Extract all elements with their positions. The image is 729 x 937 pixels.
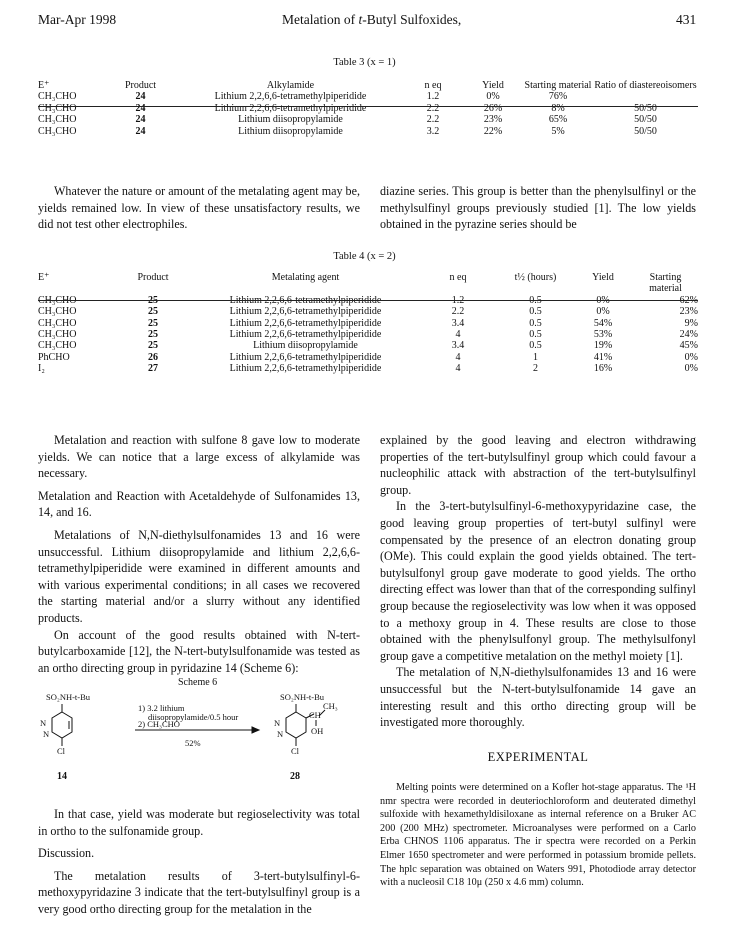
paragraph: Metalation and reaction with sulfone 8 gave low to moderate yields. We can notice that a large excess of alkylamide was necessary. [38,433,360,481]
paragraph: Whatever the nature or amount of the metalating agent may be, yields remained low. In view of these unsatisfactory results, we did not test other electrophiles. [38,184,360,232]
compound-number: 14 [57,771,67,782]
table4-header-cell: t½ (hours) [514,272,557,283]
table3-header-cell: Product [124,80,157,91]
ring-nitrogen: N [277,729,284,739]
table4-header-cell: Starting material [649,272,682,295]
table4-cell: CH₃CHO [38,340,77,352]
ring-nitrogen: N [40,718,47,728]
table4-header-cell: E⁺ [38,272,50,283]
table3-cell: Lithium 2,2,6,6-tetramethylpiperidide [214,102,367,114]
table4-row [38,352,698,363]
section-heading: Metalation and Reaction with Acetaldehyde of Sulfonamides 13, 14, and 16. [38,488,360,520]
substituent-label: SO₂NH-t-Bu [46,692,91,702]
table4-cell: Lithium diisopropylamide [253,340,358,352]
table4-cell: 25 [148,317,158,329]
table3-header-cell: n eq [424,80,442,91]
reagent-step-1-detail: diisopropylamide/0.5 hour [148,712,239,722]
table3-cell: 76% [548,91,568,103]
paragraph: On account of the good results obtained with N-tert-butylcarboxamide [12], the N-tert-butylsulfonamide was tested as an ortho directing group in pyridazine 14 (Scheme 6): [38,627,360,675]
table4-cell: CH₃CHO [38,294,77,306]
table4-cell: 0.5 [529,294,542,306]
table4-cell: 0% [596,294,610,306]
table4-rule [38,300,698,301]
table4-header-cell: Product [137,272,169,283]
table4-cell: 1 [533,351,538,363]
table3-cell: 0% [486,91,500,103]
left-mid-column [38,183,360,233]
table4-cell: Lithium 2,2,6,6-tetramethylpiperidide [229,294,382,306]
table4-cell: 4 [455,351,461,363]
ring-nitrogen: N [43,729,50,739]
table4-cell: 25 [148,294,158,306]
table4-header-cell: Metalating agent [271,272,340,283]
section-heading: Discussion. [38,846,95,861]
table4-cell: CH₃CHO [38,329,77,341]
table3-cell: 8% [551,102,565,114]
table4-cell: 0% [684,363,698,375]
table4-cell: 54% [593,317,613,329]
table3-cell [593,91,698,102]
table3-cell: CH₃CHO [38,125,77,137]
right-column [380,432,696,731]
table4-cell: 4 [455,363,461,375]
table3-cell: 26% [483,102,503,114]
compound-number: 28 [290,771,300,782]
table3-header-cell: Ratio of diastereoisomers [594,80,697,91]
right-mid-column [380,183,696,233]
table3-cell: 1.2 [426,91,440,103]
paragraph: In that case, yield was moderate but regioselectivity was total in ortho to the sulfonamide group. [38,807,360,838]
table4-cell: PhCHO [38,351,70,363]
table4-cell: 2 [533,363,538,375]
chloro-label: Cl [291,746,300,756]
table3-header-row [38,80,698,91]
methine-label: CH [309,710,321,720]
table3-cell: 50/50 [634,114,657,126]
left-column [38,432,360,676]
experimental-text [380,781,696,890]
table4-header-cell: Yield [592,272,614,283]
table4-cell: 2.2 [451,306,465,318]
table3-cell: 22% [483,125,503,137]
table4-cell: Lithium 2,2,6,6-tetramethylpiperidide [229,351,382,363]
table4-cell: 19% [593,340,613,352]
table4-cell: 9% [684,317,698,329]
table4-cell: Lithium 2,2,6,6-tetramethylpiperidide [229,363,382,375]
table4-row [38,340,698,351]
table3-row [38,91,698,102]
table4-cell: 27 [148,363,158,375]
chloro-label: Cl [57,746,66,756]
paragraph: explained by the good leaving and electron withdrawing properties of the tert-butylsulfinyl group which could favour a nucleophilic attack with abstraction of the tert-butylsulfinyl group. [380,433,696,497]
table4-cell: CH₃CHO [38,317,77,329]
table4-cell: 25 [148,306,158,318]
paragraph: diazine series. This group is better than the phenylsulfinyl or the methylsulfinyl groups previously studied [1]. The low yields obtained in the pyrazine series should be [380,184,696,232]
table4-cell: 62% [679,294,698,306]
table4-header-cell: n eq [449,272,467,283]
table3-header-cell: E⁺ [38,80,50,91]
table3-cell: Lithium diisopropylamide [238,114,343,126]
table3-cell: 65% [548,114,568,126]
paragraph: In the 3-tert-butylsulfinyl-6-methoxypyridazine case, the good leaving group properties of tert-butyl sulfinyl were compensated by the presence of an electron donating group (OMe). This could explain the good yields obtained. The tert-butylsulfonyl group gave moderate to good yields. The ortho directing effect was lower than that of the corresponding sulfinyl group because the regioselectivity was low when it was opposed to a methoxy group in 4. These results are close to those obtained with the phenylsulfonyl group. The methylsulfonyl group gave a competitive metalation on the methyl moiety [1]. [380,499,696,663]
paragraph: The metalation of N,N-diethylsulfonamides 13 and 16 were unsuccessful but the N-tert-butylsulfonamide 14 gave an interesting result and this ortho directing group will be investigated more thoroughly. [380,665,696,730]
table4-cell: 53% [593,329,613,341]
table4-cell: 16% [593,363,613,375]
table4-row [38,318,698,329]
substituent-label: SO₂NH-t-Bu [280,692,325,702]
reagent-step-2: 2) CH₃CHO [138,719,180,729]
table3-cell: Lithium 2,2,6,6-tetramethylpiperidide [214,91,367,103]
table4-cell: CH₃CHO [38,306,77,318]
table3-rule [38,106,698,107]
pyridazine-ring-left [52,704,72,746]
table3-cell: 50/50 [634,125,657,137]
table4-cell: 3.4 [451,317,465,329]
table4-cell: Lithium 2,2,6,6-tetramethylpiperidide [229,306,382,318]
ring-nitrogen: N [274,718,281,728]
table4-cell: 1.2 [451,294,465,306]
paragraph: Metalations of N,N-diethylsulfonamides 13 and 16 were unsuccessful. Lithium diisopropylamide and lithium 2,2,6,6-tetramethylpiperidide were examined in different amounts and with various experimental conditions; in all cases we recovered the starting material and/or a slurry without any identified products. [38,527,360,625]
paragraph: The metalation results of 3-tert-butylsulfinyl-6-methoxypyridazine 3 indicate that the tert-butylsulfinyl group is a very good ortho directing group for the metalation in the [38,868,360,916]
table4-cell: 0.5 [529,340,542,352]
table3-cell: 24 [135,125,146,137]
table4-cell: 24% [679,329,698,341]
table4-cell: 25 [148,329,158,341]
reaction-yield: 52% [185,738,201,748]
table3-cell: 24 [135,102,146,114]
table3-cell: 2.2 [426,102,440,114]
table3-cell: 5% [551,125,565,137]
table3-row [38,103,698,114]
table3-cell: Lithium diisopropylamide [238,125,343,137]
table4-cell: Lithium 2,2,6,6-tetramethylpiperidide [229,329,382,341]
left-column-bottom [38,806,360,918]
experimental-heading: EXPERIMENTAL [487,750,589,764]
scheme-6 [40,677,360,782]
table4-caption: Table 4 (x = 2) [333,251,396,262]
running-header-date: Mar-Apr 1998 [38,12,117,27]
table4-cell: I₂ [38,363,45,375]
table4-cell: 4 [455,329,461,341]
table4-cell: 0.5 [529,317,542,329]
table4-row [38,306,698,317]
table4-cell: 23% [679,306,698,318]
table4-cell: 41% [593,351,613,363]
table3-cell: CH₃CHO [38,102,77,114]
table3-cell: 24 [135,114,146,126]
table3-row [38,126,698,137]
table4-cell: 25 [148,340,158,352]
table3-header-cell: Yield [482,80,504,91]
table4-cell: 3.4 [451,340,465,352]
methyl-label: CH₃ [323,701,338,711]
table3 [38,80,698,137]
table4-cell: 0.5 [529,306,542,318]
table3-cell: 2.2 [426,114,440,126]
table3-row [38,114,698,125]
table4-cell: 26 [148,351,158,363]
table3-cell: CH₃CHO [38,91,77,103]
table3-cell: 24 [135,91,146,103]
table4-cell: 0% [596,306,610,318]
table3-header-cell: Alkylamide [266,80,315,91]
table4-cell: 0% [684,351,698,363]
running-header-title: Metalation of t-Butyl Sulfoxides, [282,12,462,27]
table4 [38,272,698,375]
table3-cell: 3.2 [426,125,440,137]
table3-header-cell: Starting material [524,80,592,91]
reagent-step-1: 1) 3.2 lithium [138,703,185,713]
table4-cell: Lithium 2,2,6,6-tetramethylpiperidide [229,317,382,329]
table3-cell: 23% [483,114,503,126]
paragraph: Melting points were determined on a Kofler hot-stage apparatus. The ¹H nmr spectra were recorded in deuteriochloroform and deuterated dimethyl sulfoxide with hexamethyldisiloxane as internal reference on a Bruker AC 200 (200 MHz) spectrometer. Microanalyses were performed on a Carlo Erba CHNOS 1106 apparatus. The ir spectra were recorded on a Perkin Elmer 1650 spectrometer and were performed in potassium bromide pellets. The hplc separation was obtained on Waters 991, Photodiode array detector with a nucleosil C18 10μ (250 x 4.6 mm) column. [380,782,696,889]
table4-row [38,329,698,340]
table4-cell: 0.5 [529,329,542,341]
scheme-title: Scheme 6 [178,677,218,688]
table4-header-row [38,272,698,295]
table3-caption: Table 3 (x = 1) [333,57,396,68]
table3-cell: CH₃CHO [38,114,77,126]
table3-cell: 50/50 [634,102,657,114]
page-number: 431 [676,12,697,27]
hydroxyl-label: OH [311,726,324,736]
table4-row [38,363,698,374]
table4-cell: 45% [679,340,698,352]
